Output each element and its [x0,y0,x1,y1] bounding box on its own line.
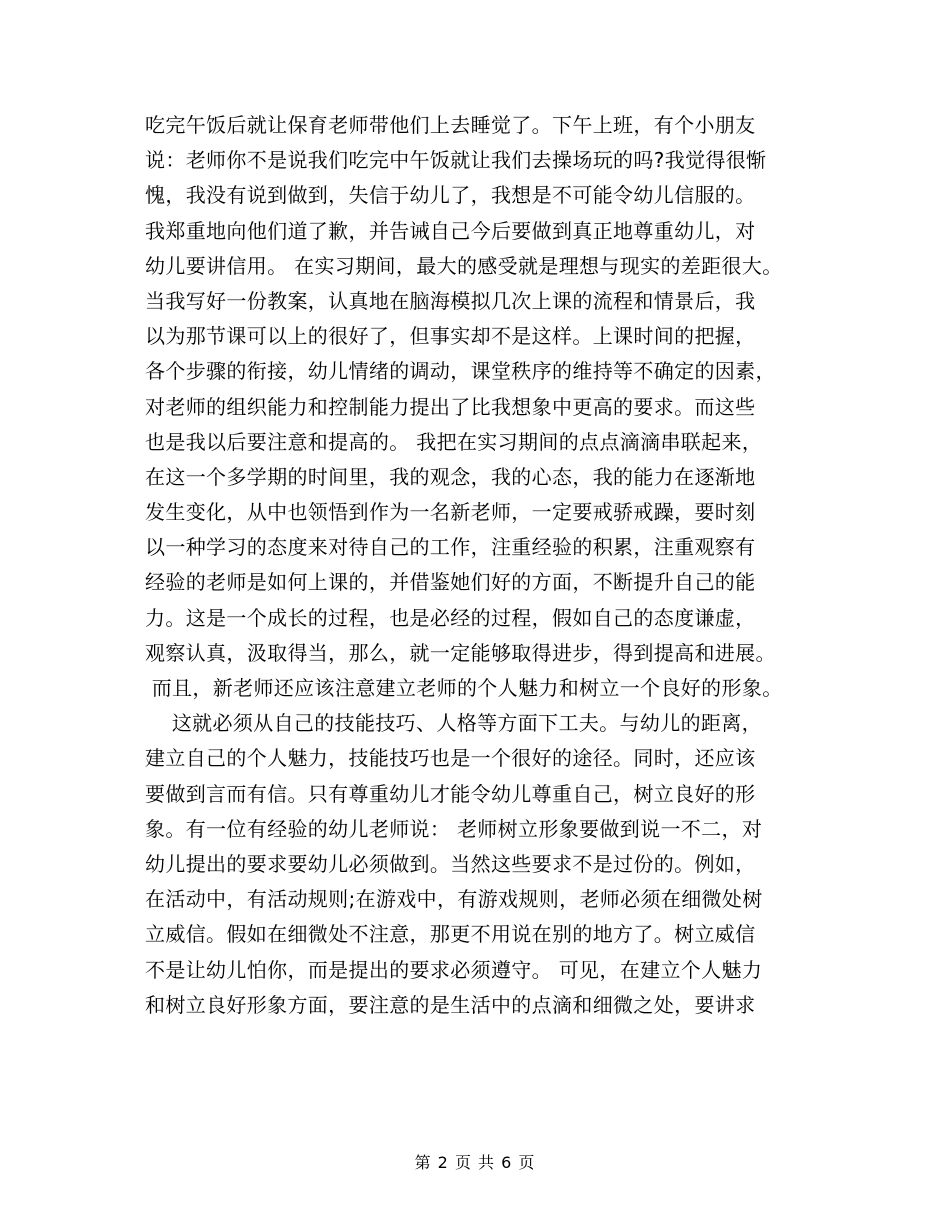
text-line: 我郑重地向他们道了歉，并告诫自己今后要做到真正地尊重幼儿，对 [145,218,756,243]
text-line: 也是我以后要注意和提高的。 我把在实习期间的点点滴滴串联起来， [145,429,763,454]
text-line: 在活动中，有活动规则;在游戏中，有游戏规则，老师必须在细微处树 [145,887,763,912]
text-line: 对老师的组织能力和控制能力提出了比我想象中更高的要求。而这些 [145,394,756,419]
text-line: 幼儿要讲信用。 在实习期间，最大的感受就是理想与现实的差距很大。 [145,253,783,278]
text-line: 建立自己的个人魅力，技能技巧也是一个很好的途径。同时，还应该 [145,746,756,771]
body-text [145,108,825,1023]
text-line: 要做到言而有信。只有尊重幼儿才能令幼儿尊重自己，树立良好的形 [145,781,756,806]
text-line: 这就必须从自己的技能技巧、人格等方面下工夫。与幼儿的距离， [145,711,762,736]
text-line: 说：老师你不是说我们吃完中午饭就让我们去操场玩的吗?我觉得很惭 [145,148,767,173]
text-line: 以为那节课可以上的很好了，但事实却不是这样。上课时间的把握， [145,324,756,349]
text-line: 愧，我没有说到做到，失信于幼儿了，我想是不可能令幼儿信服的。 [145,183,756,208]
text-line: 立威信。假如在细微处不注意，那更不用说在别的地方了。树立威信 [145,922,756,947]
text-line: 观察认真，汲取得当，那么，就一定能够取得进步，得到提高和进展。 [145,640,776,665]
text-line: 发生变化，从中也领悟到作为一名新老师，一定要戒骄戒躁，要时刻 [145,500,756,525]
text-line: 经验的老师是如何上课的，并借鉴她们好的方面，不断提升自己的能 [145,570,756,595]
text-line: 吃完午饭后就让保育老师带他们上去睡觉了。下午上班，有个小朋友 [145,113,756,137]
text-line: 象。有一位有经验的幼儿老师说： 老师树立形象要做到说一不二，对 [145,816,763,841]
text-line: 在这一个多学期的时间里，我的观念，我的心态，我的能力在逐渐地 [145,464,756,489]
text-line: 各个步骤的衔接，幼儿情绪的调动，课堂秩序的维持等不确定的因素， [145,359,776,384]
text-line: 以一种学习的态度来对待自己的工作，注重经验的积累，注重观察有 [145,535,756,560]
text-line: 和树立良好形象方面，要注意的是生活中的点滴和细微之处，要讲求 [145,992,756,1017]
text-line: 幼儿提出的要求要幼儿必须做到。当然这些要求不是过份的。例如， [145,851,756,876]
text-line: 当我写好一份教案，认真地在脑海模拟几次上课的流程和情景后，我 [145,288,756,313]
text-line: 不是让幼儿怕你，而是提出的要求必须遵守。 可见，在建立个人魅力 [145,957,763,982]
page-number-footer: 第 2 页 共 6 页 [414,1153,536,1172]
text-line: 而且，新老师还应该注意建立老师的个人魅力和树立一个良好的形象。 [145,676,783,700]
text-line: 力。这是一个成长的过程，也是必经的过程，假如自己的态度谦虚， [145,605,756,630]
